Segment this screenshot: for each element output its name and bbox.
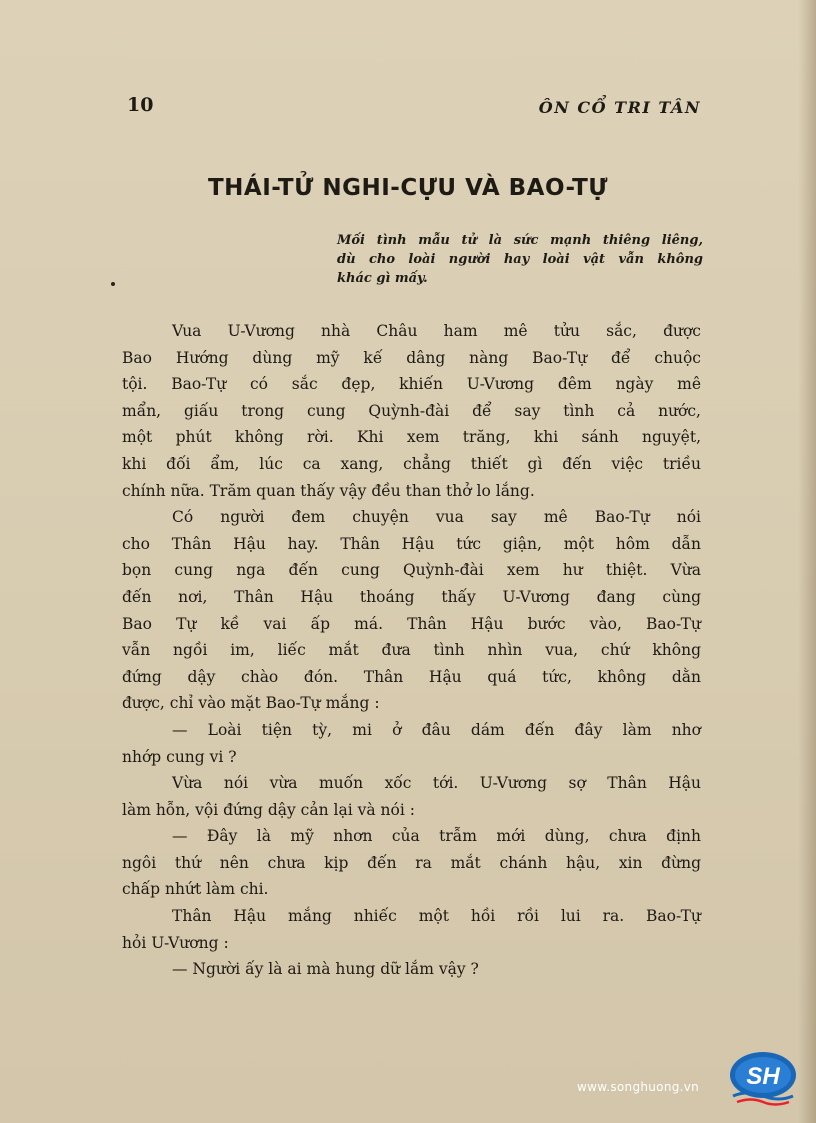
- chapter-title: THÁI-TỬ NGHI-CỰU VÀ BAO-TỰ: [207, 175, 609, 201]
- body-text: [122, 318, 701, 983]
- body-line: chấp nhứt làm chi.: [122, 880, 269, 899]
- body-line: mẩn, giấu trong cung Quỳnh-đài để say tình cả nước,: [122, 401, 701, 420]
- body-line: Vừa nói vừa muốn xốc tới. U-Vương sợ Thân Hậu: [172, 774, 701, 793]
- body-line: — Đây là mỹ nhơn của trẫm mới dùng, chưa định: [172, 827, 701, 846]
- running-header-title: ÔN CỔ TRI TÂN: [538, 98, 701, 117]
- body-line: một phút không rời. Khi xem trăng, khi sánh nguyệt,: [122, 428, 701, 447]
- body-line: Thân Hậu mắng nhiếc một hồi rồi lui ra. Bao-Tự: [172, 907, 701, 926]
- page-edge-shadow: [798, 0, 816, 1123]
- body-line: đứng dậy chào đón. Thân Hậu quá tức, không dằn: [122, 667, 701, 686]
- songhuong-logo-icon: [727, 1048, 799, 1106]
- body-line: chính nữa. Trăm quan thấy vậy đều than thở lo lắng.: [122, 481, 535, 500]
- body-line: khi đối ẩm, lúc ca xang, chẳng thiết gì đến việc triều: [122, 454, 701, 473]
- body-line: — Người ấy là ai mà hung dữ lắm vậy ?: [172, 960, 479, 979]
- body-line: bọn cung nga đến cung Quỳnh-đài xem hư thiệt. Vừa: [122, 561, 701, 580]
- epigraph-line: khác gì mấy.: [337, 271, 428, 286]
- watermark-url: www.songhuong.vn: [577, 1080, 700, 1094]
- svg-text:SH: SH: [746, 1063, 780, 1090]
- body-line: vẫn ngồi im, liếc mắt đưa tình nhìn vua, chứ không: [122, 641, 701, 660]
- epigraph-line: dù cho loài người hay loài vật vẫn không: [337, 252, 703, 267]
- epigraph: [337, 231, 703, 288]
- body-line: ngôi thứ nên chưa kịp đến ra mắt chánh hậu, xin đừng: [122, 853, 701, 872]
- epigraph-line: Mối tình mẫu tử là sức mạnh thiêng liêng,: [337, 233, 703, 248]
- body-line: Vua U-Vương nhà Châu ham mê tửu sắc, được: [172, 322, 701, 340]
- body-line: được, chỉ vào mặt Bao-Tự mắng :: [122, 694, 380, 713]
- body-line: tội. Bao-Tự có sắc đẹp, khiến U-Vương đêm ngày mê: [122, 375, 701, 394]
- body-line: làm hỗn, vội đứng dậy cản lại và nói :: [122, 800, 415, 819]
- page-number: 10: [127, 94, 154, 116]
- body-line: Có người đem chuyện vua say mê Bao-Tự nói: [172, 508, 701, 527]
- body-line: hỏi U-Vương :: [122, 933, 229, 952]
- margin-dot: [111, 282, 115, 286]
- body-line: — Loài tiện tỳ, mi ở đâu dám đến đây làm nhơ: [172, 720, 701, 739]
- body-line: đến nơi, Thân Hậu thoáng thấy U-Vương đang cùng: [122, 587, 701, 606]
- body-line: Bao Tự kề vai ấp má. Thân Hậu bước vào, Bao-Tự: [122, 614, 701, 633]
- body-line: cho Thân Hậu hay. Thân Hậu tức giận, một hôm dẫn: [122, 534, 701, 553]
- body-line: Bao Hướng dùng mỹ kế dâng nàng Bao-Tự để chuộc: [122, 348, 701, 367]
- body-line: nhớp cung vi ?: [122, 747, 237, 766]
